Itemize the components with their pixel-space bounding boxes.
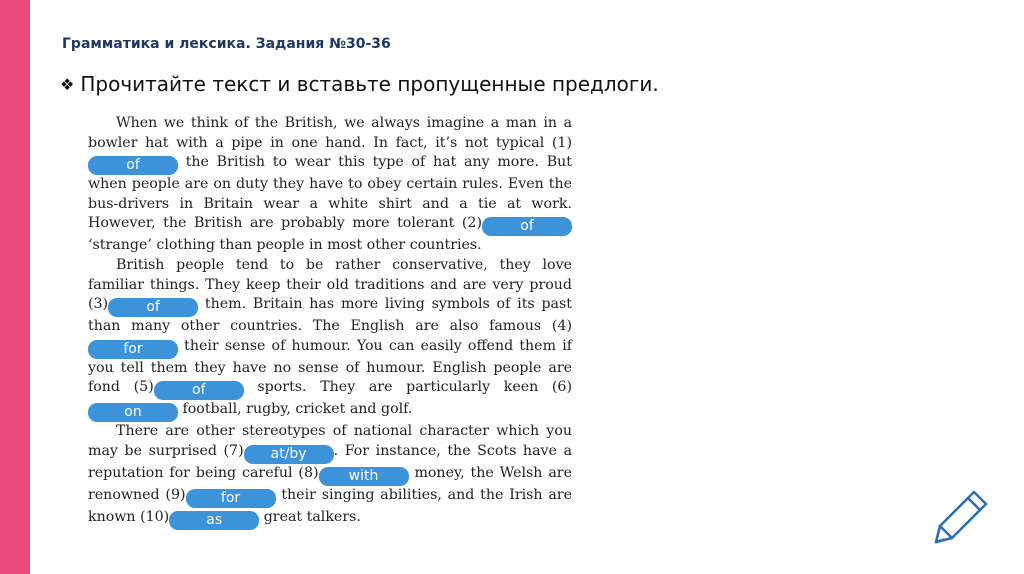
passage-text: There are other stereotypes of national character which you may be surprised (7) (88, 423, 572, 459)
answer-badge-1[interactable]: of (88, 156, 178, 175)
paragraph-1 (88, 114, 572, 256)
answer-badge-6[interactable]: on (88, 403, 178, 422)
passage-text: the British to wear this type of hat any more. But when people are on duty they have to obey certain rules. Even the bus-drivers in Britain wear a white shirt and a tie at work. However, the British are probably more tolerant (2) (88, 154, 572, 232)
answer-badge-4[interactable]: for (88, 340, 178, 359)
passage-text: money, the Welsh are renowned (9) (88, 464, 572, 503)
passage-text: football, rugby, cricket and golf. (178, 401, 413, 418)
passage-text: ‘strange’ clothing than people in most other countries. (88, 237, 482, 254)
passage-text: sports. They are particularly keen (6) (243, 379, 572, 396)
paragraph-2 (88, 256, 572, 422)
instruction-text: Прочитайте текст и вставьте пропущенные предлоги. (80, 72, 659, 96)
answer-badge-9[interactable]: for (186, 489, 276, 508)
instruction (60, 72, 659, 96)
paragraph-3 (88, 422, 572, 530)
passage (88, 114, 572, 530)
diamond-bullet-icon: ❖ (60, 74, 75, 94)
section-title: Грамматика и лексика. Задания №30-36 (62, 36, 391, 52)
answer-badge-5[interactable]: of (154, 381, 244, 400)
passage-text: their singing abilities, and the Irish are known (10) (88, 486, 572, 525)
answer-badge-2[interactable]: of (482, 217, 572, 236)
passage-text: them. Britain has more living symbols of its past than many other countries. The English are also famous (4) (88, 296, 572, 335)
passage-text: great talkers. (259, 508, 361, 525)
answer-badge-10[interactable]: as (169, 511, 259, 530)
answer-badge-3[interactable]: of (108, 298, 198, 317)
answer-badge-7[interactable]: at/by (244, 445, 334, 464)
pencil-icon[interactable] (930, 486, 992, 548)
passage-text: their sense of humour. You can easily offend them if you tell them they have no sense of humour. English people are fond (5) (88, 337, 572, 396)
answer-badge-8[interactable]: with (319, 467, 409, 486)
passage-text: British people tend to be rather conservative, they love familiar things. They keep their old traditions and are very proud (3) (88, 256, 572, 313)
passage-text: When we think of the British, we always imagine a man in a bowler hat with a pipe in one hand. In fact, it’s not typical (1) (88, 115, 572, 151)
accent-bar (0, 0, 30, 574)
passage-text: . For instance, the Scots have a reputation for being careful (8) (88, 442, 572, 481)
